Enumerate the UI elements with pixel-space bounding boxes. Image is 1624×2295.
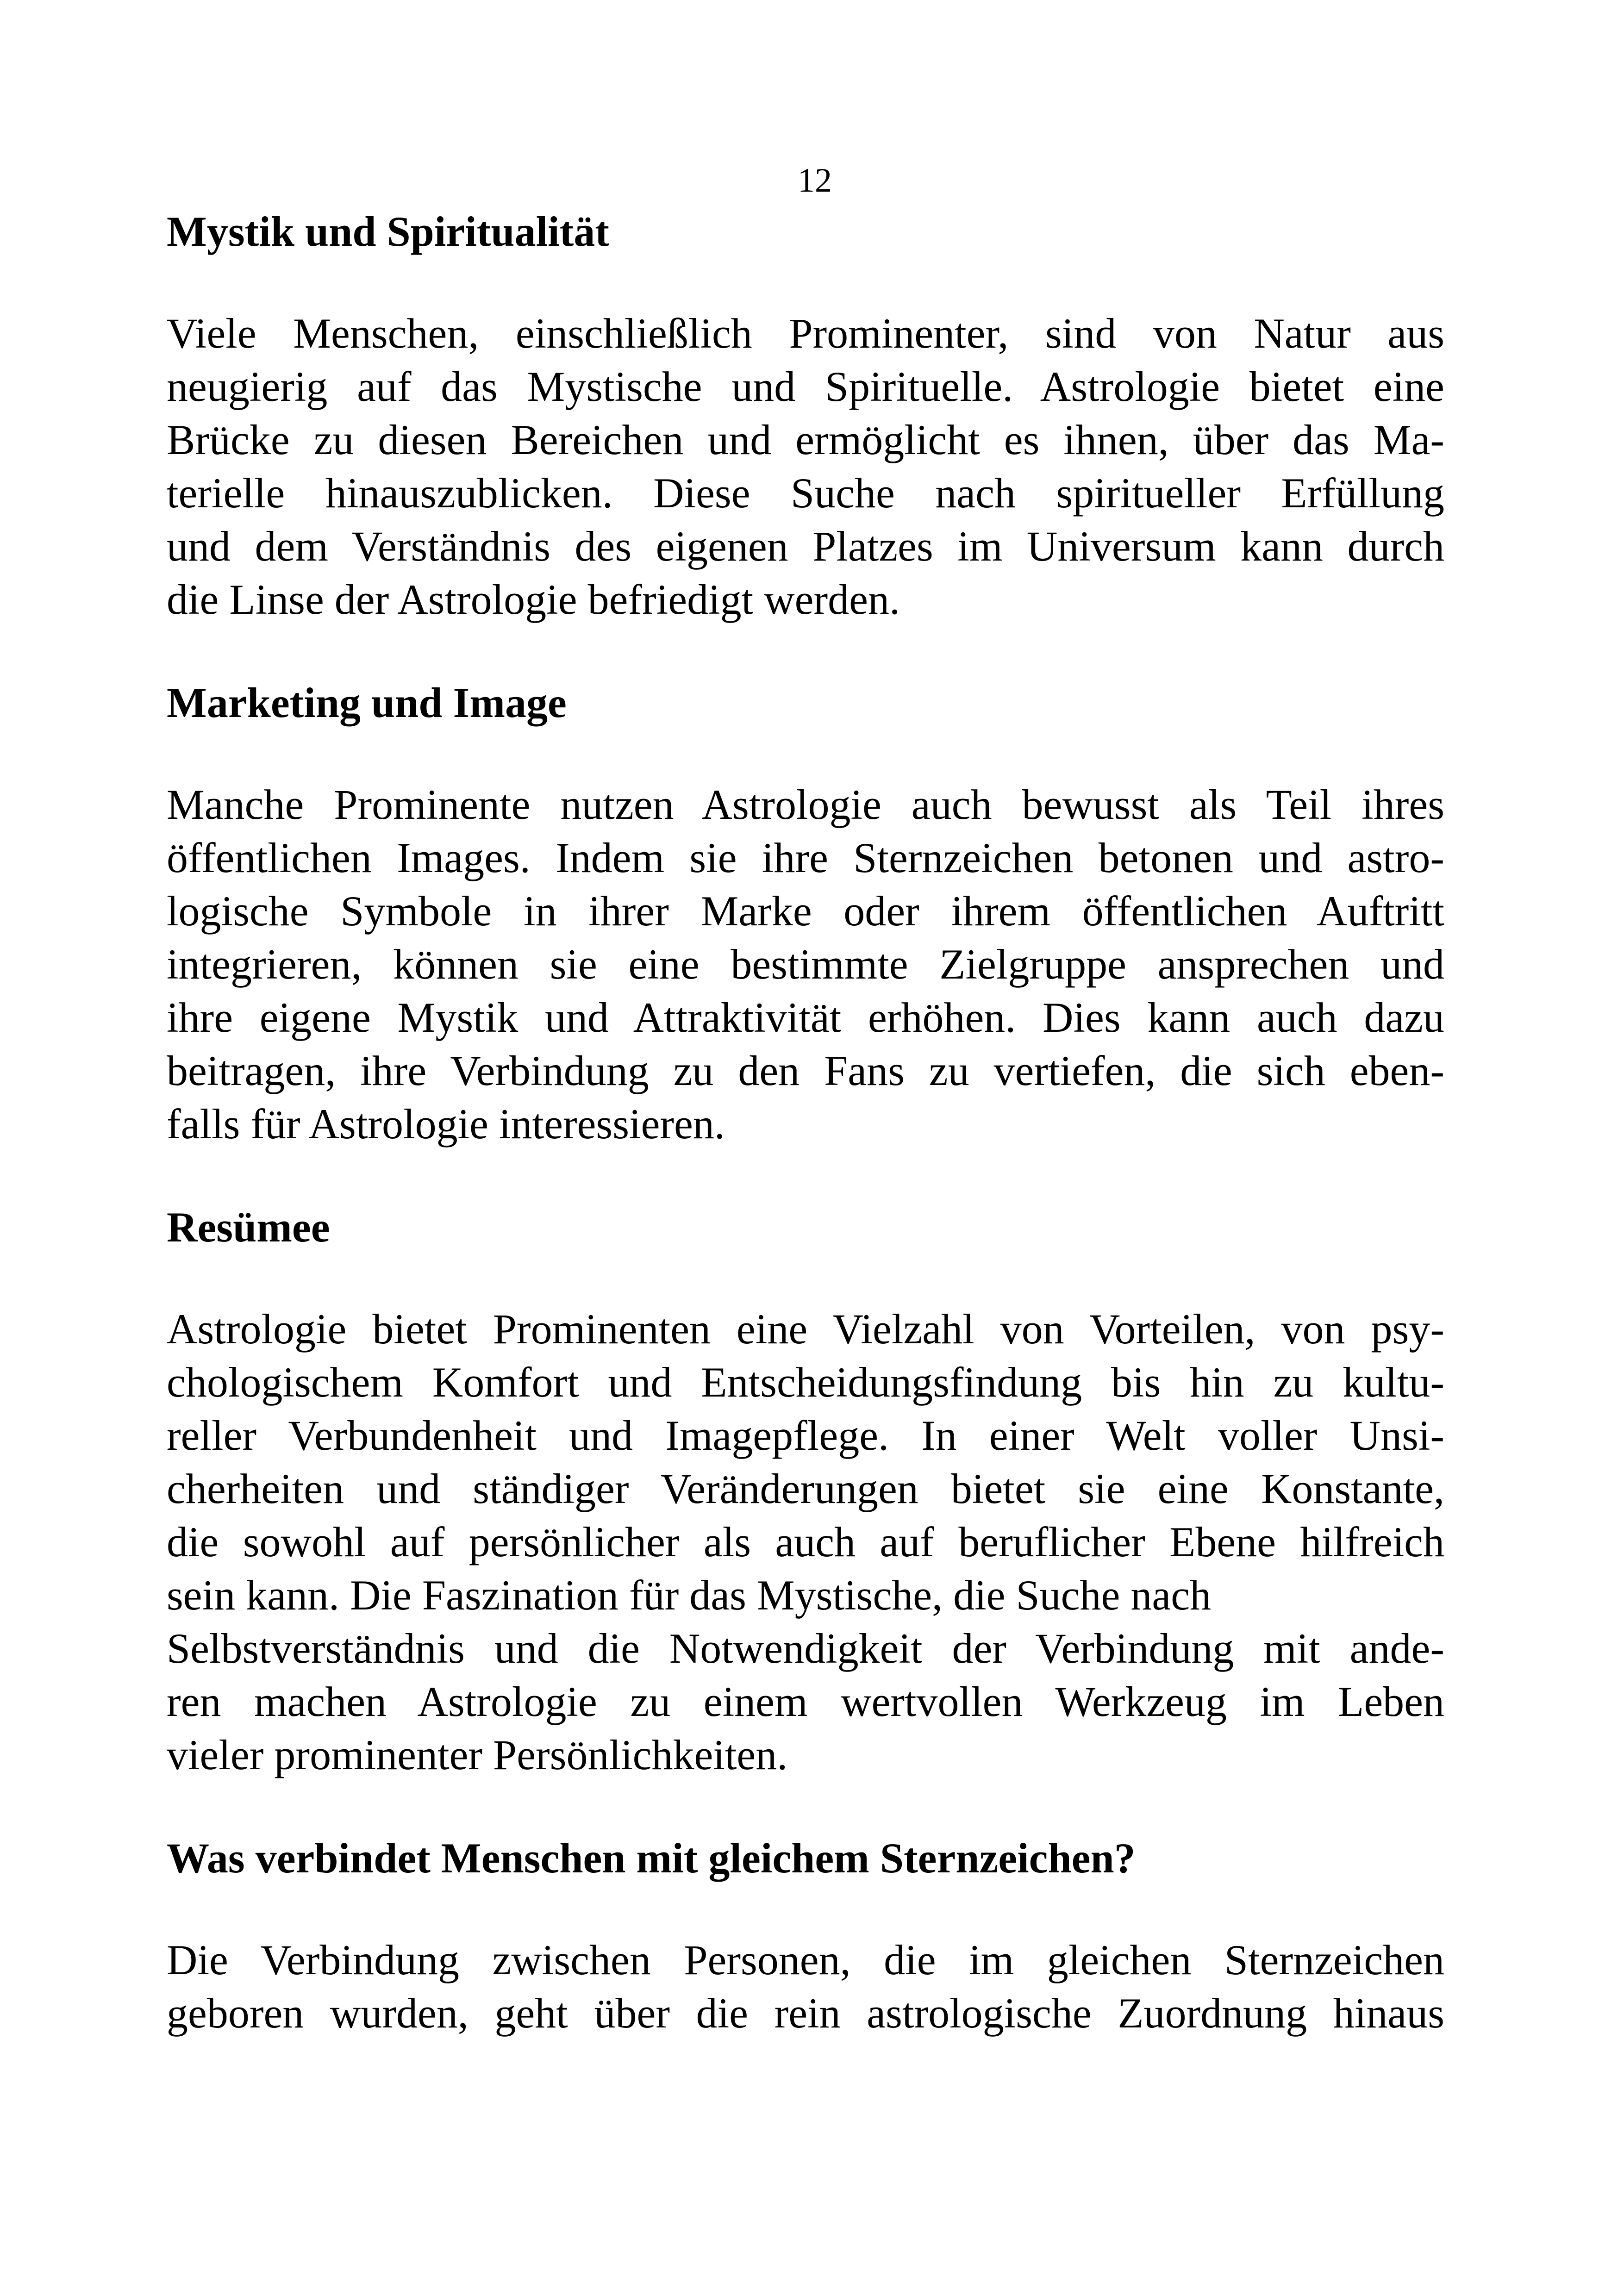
section-heading-marketing: Marketing und Image — [167, 679, 567, 726]
text-line: neugierig auf das Mystische und Spirituelle. Astrologie bietet eine — [167, 363, 1444, 410]
text-line: und dem Verständnis des eigenen Platzes im Universum kann durch — [167, 523, 1444, 570]
text-line: Brücke zu diesen Bereichen und ermöglicht es ihnen, über das Ma- — [167, 416, 1444, 463]
text-line: Manche Prominente nutzen Astrologie auch bewusst als Teil ihres — [167, 781, 1444, 828]
text-line: terielle hinauszublicken. Diese Suche nach spiritueller Erfüllung — [167, 469, 1444, 517]
text-line: ihre eigene Mystik und Attraktivität erhöhen. Dies kann auch dazu — [167, 994, 1444, 1041]
text-line: cherheiten und ständiger Veränderungen bietet sie eine Konstante, — [167, 1465, 1444, 1512]
text-line: Viele Menschen, einschließlich Prominenter, sind von Natur aus — [167, 310, 1444, 357]
page-content — [167, 204, 1444, 2040]
section-paragraph-mystik — [167, 307, 1444, 626]
text-line: Die Verbindung zwischen Personen, die im gleichen Sternzeichen — [167, 1936, 1444, 1983]
text-line: logische Symbole in ihrer Marke oder ihrem öffentlichen Auftritt — [167, 887, 1444, 935]
section-paragraph-marketing — [167, 778, 1444, 1151]
text-line: Astrologie bietet Prominenten eine Vielzahl von Vorteilen, von psy- — [167, 1305, 1444, 1353]
section-paragraph-resuemee — [167, 1303, 1444, 1782]
text-line: sein kann. Die Faszination für das Mystische, die Suche nach — [167, 1572, 1212, 1619]
text-line: ren machen Astrologie zu einem wertvollen Werkzeug im Leben — [167, 1678, 1444, 1725]
section-heading-resuemee: Resümee — [167, 1204, 330, 1251]
text-line: vieler prominenter Persönlichkeiten. — [167, 1731, 788, 1778]
text-line: die sowohl auf persönlicher als auch auf beruflicher Ebene hilfreich — [167, 1518, 1444, 1565]
text-line: beitragen, ihre Verbindung zu den Fans zu vertiefen, die sich eben- — [167, 1047, 1444, 1094]
text-line: falls für Astrologie interessieren. — [167, 1100, 725, 1148]
text-line: chologischem Komfort und Entscheidungsfindung bis hin zu kultu- — [167, 1359, 1444, 1406]
text-line: integrieren, können sie eine bestimmte Zielgruppe ansprechen und — [167, 941, 1444, 988]
text-line: reller Verbundenheit und Imagepflege. In einer Welt voller Unsi- — [167, 1412, 1444, 1459]
text-line: Selbstverständnis und die Notwendigkeit der Verbindung mit ande- — [167, 1625, 1444, 1672]
section-heading-sternzeichen: Was verbindet Menschen mit gleichem Sternzeichen? — [167, 1834, 1136, 1882]
text-line: öffentlichen Images. Indem sie ihre Sternzeichen betonen und astro- — [167, 834, 1444, 881]
section-heading-mystik: Mystik und Spiritualität — [167, 208, 609, 255]
text-line: die Linse der Astrologie befriedigt werden. — [167, 576, 900, 623]
section-paragraph-sternzeichen — [167, 1933, 1444, 2040]
page-number: 12 — [798, 162, 832, 200]
text-line: geboren wurden, geht über die rein astrologische Zuordnung hinaus — [167, 1989, 1444, 2037]
